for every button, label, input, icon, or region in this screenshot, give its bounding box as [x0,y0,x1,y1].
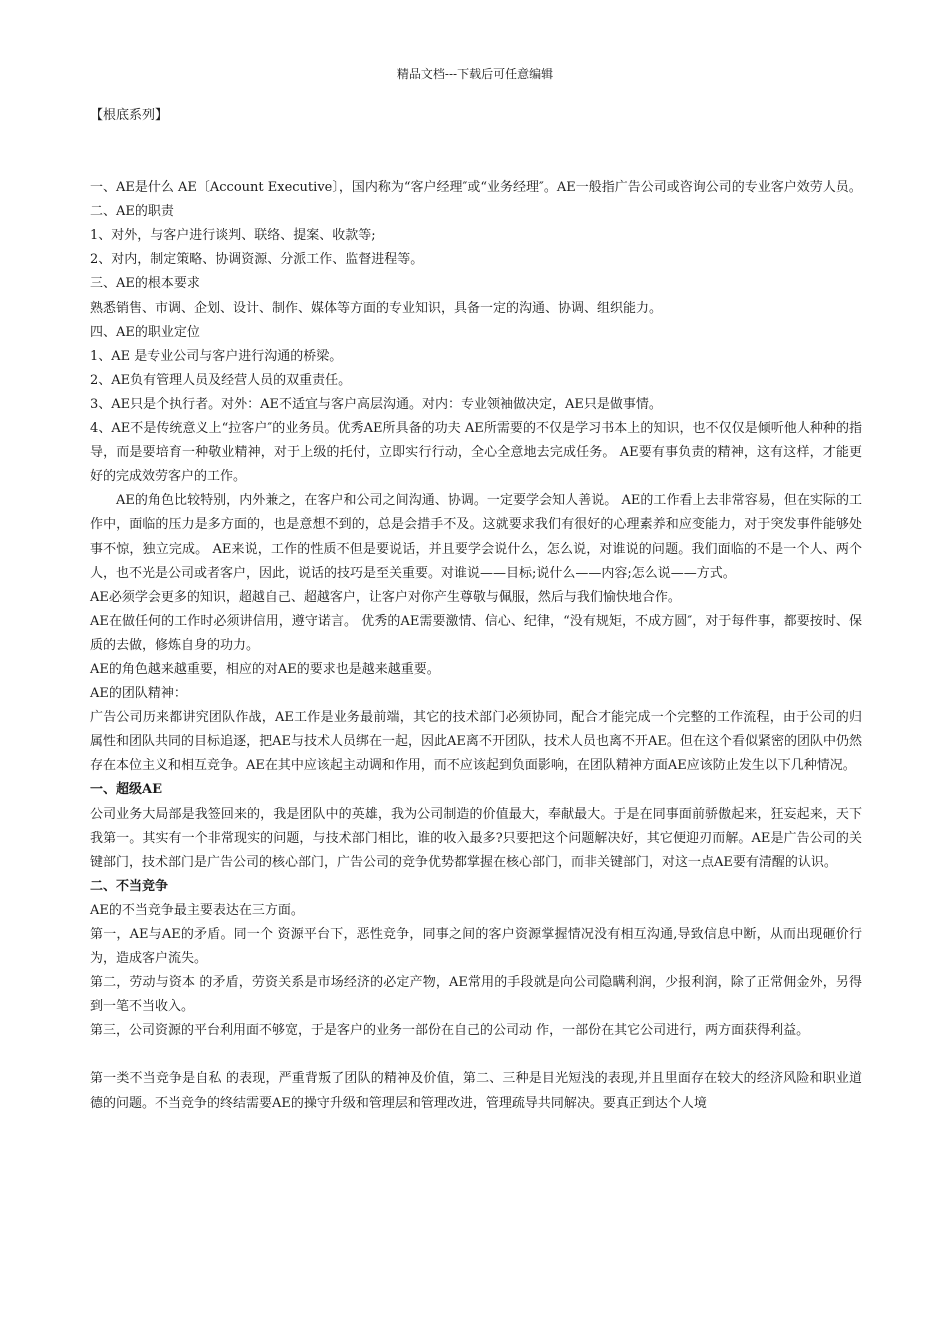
heading-improper-competition: 二、不当竞争 [90,878,169,894]
spacer [90,152,862,176]
paragraph-positioning-2: 2、AE负有管理人员及经营人员的双重责任。 [90,372,352,388]
paragraph-competition-summary: 第一类不当竞争是自私 的表现，严重背叛了团队的精神及价值，第二、三种是目光短浅的表现,并且里面存在较大的经济风险和职业道德的问题。不当竞争的终结需要AE的操守升级和管理层和管理改进，管理疏导共同解决。要真正到达个人境 [90,1071,862,1111]
paragraph-requirements: 熟悉销售、市调、企划、设计、制作、媒体等方面的专业知识，具备一定的沟通、协调、组织能力。 [90,300,663,316]
paragraph-learning: AE必须学会更多的知识，超越自己、超越客户，让客户对你产生尊敬与佩服，然后与我们愉快地合作。 [90,589,681,605]
paragraph-credibility: AE在做任何的工作时必须讲信用，遵守诺言。 优秀的AE需要激情、信心、纪律，“没有规矩，不成方圆″，对于每件事，都要按时、保质的去做，修炼自身的功力。 [90,613,862,653]
paragraph-duty-internal: 2、对内，制定策略、协调资源、分派工作、监督进程等。 [90,252,424,268]
paragraph-duty-external: 1、对外，与客户进行谈判、联络、提案、收款等; [90,228,376,244]
paragraph-positioning-4: 4、AE不是传统意义上“拉客户″的业务员。优秀AE所具备的功夫 AE所需要的不仅是学习书本上的知识，也不仅仅是倾听他人种种的指导，而是要培育一种敬业精神，对于上级的托付，立即实行行动，全心全意地去完成任务。 AE要有事负责的精神，这有这样，才能更好的完成效劳客户的工作。 [90,421,862,485]
page-header: 精品文档---下载后可任意编辑 [396,67,554,81]
paragraph-competition-first: 第一，AE与AE的矛盾。同一个 资源平台下，恶性竞争，同事之间的客户资源掌握情况没有相互沟通,导致信息中断，从而出现砸价行为，造成客户流失。 [90,927,862,967]
spacer [90,1043,862,1067]
paragraph-super-ae: 公司业务大局部是我签回来的，我是团队中的英雄，我为公司制造的价值最大，奉献最大。于是在同事面前骄傲起来，狂妄起来，天下我第一。其实有一个非常现实的问题，与技术部门相比，谁的收入最多?只要把这个问题解决好，其它便迎刃而解。AE是广告公司的关键部门，技术部门是广告公司的核心部门，广告公司的竞争优势都掌握在核心部门，而非关键部门，对这一点AE要有清醒的认识。 [90,806,862,870]
paragraph-team-spirit: 广告公司历来都讲究团队作战，AE工作是业务最前端，其它的技术部门必须协同，配合才能完成一个完整的工作流程，由于公司的归属性和团队共同的目标追逐，把AE与技术人员绑在一起，因此AE离不开团队，技术人员也离不开AE。但在这个看似紧密的团队中仍然存在本位主义和相互竞争。AE在其中应该起主动调和作用，而不应该起到负面影响，在团队精神方面AE应该防止发生以下几种情况。 [90,710,862,774]
paragraph-positioning-1: 1、AE 是专业公司与客户进行沟通的桥梁。 [90,348,343,364]
series-title: 【根底系列】 [90,108,169,123]
heading-ae-requirements: 三、AE的根本要求 [90,276,200,292]
heading-ae-duties: 二、AE的职责 [90,204,174,220]
document-body [90,104,862,1116]
paragraph-ae-role: AE的角色比较特别，内外兼之，在客户和公司之间沟通、协调。一定要学会知人善说。 AE的工作看上去非常容易，但在实际的工作中，面临的压力是多方面的，也是意想不到的，总是会措手不及。这就要求我们有很好的心理素养和应变能力，对于突发事件能够处事不惊，独立完成。 AE来说，工作的性质不但是要说话，并且要学会说什么，怎么说，对谁说的问题。我们面临的不是一个人、两个人，也不光是公司或者客户，因此，说话的技巧是至关重要。对谁说——目标;说什么——内容;怎么说——方式。 [90,493,862,581]
paragraph-what-is-ae: 一、AE是什么 AE〔Account Executive〕，国内称为“客户经理″或“业务经理″。AE一般指广告公司或咨询公司的专业客户效劳人员。 [90,180,862,196]
paragraph-importance: AE的角色越来越重要，相应的对AE的要求也是越来越重要。 [90,661,440,677]
heading-team-spirit: AE的团队精神： [90,686,187,702]
paragraph-competition-second: 第二，劳动与资本 的矛盾，劳资关系是市场经济的必定产物，AE常用的手段就是向公司隐瞒利润，少报利润，除了正常佣金外，另得到一笔不当收入。 [90,975,862,1015]
paragraph-competition-intro: AE的不当竞争最主要表达在三方面。 [90,902,304,918]
paragraph-competition-third: 第三，公司资源的平台利用面不够宽，于是客户的业务一部份在自己的公司动 作，一部份在其它公司进行，两方面获得利益。 [90,1023,810,1039]
heading-ae-positioning: 四、AE的职业定位 [90,324,200,340]
heading-super-ae: 一、超级AE [90,782,162,798]
paragraph-positioning-3: 3、AE只是个执行者。对外：AE不适宜与客户高层沟通。对内：专业领袖做决定，AE只是做事情。 [90,396,662,412]
